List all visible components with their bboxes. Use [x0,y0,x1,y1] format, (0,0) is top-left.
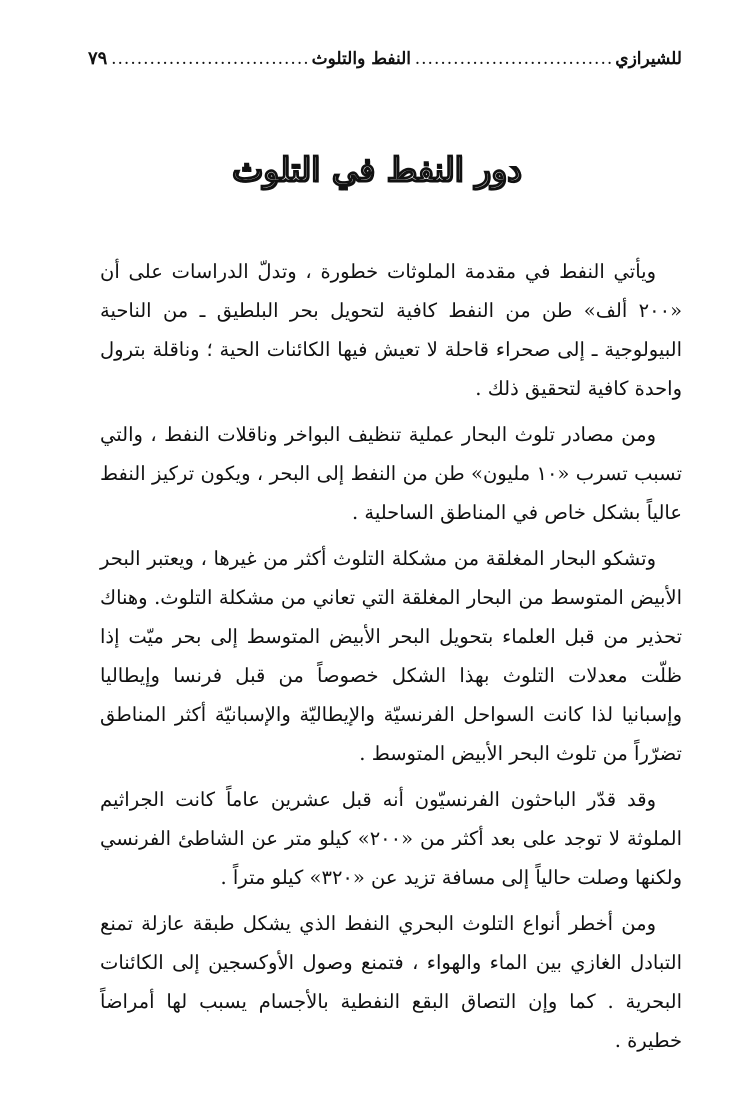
header-book-title: النفط والتلوث [311,49,411,69]
header-leader-dots [413,49,613,69]
paragraph: ويأتي النفط في مقدمة الملوثات خطورة ، وتدلّ الدراسات على أن «٢٠٠ ألف» طن من النفط كافية لتحويل بحر البلطيق ـ من الناحية البيولوجية ـ إلى صحراء قاحلة لا تعيش فيها الكائنات الحية ؛ وناقلة بترول واحدة كافية لتحقيق ذلك . [100,260,682,400]
chapter-title: دور النفط في التلوث [232,150,522,189]
running-header [88,48,682,78]
header-leader-dots [109,49,309,69]
paragraph: وتشكو البحار المغلقة من مشكلة التلوث أكثر من غيرها ، ويعتبر البحر الأبيض المتوسط من البحار المغلقة التي تعاني من مشكلة التلوث. وهناك تحذير من قبل العلماء بتحويل البحر الأبيض المتوسط إلى بحر ميّت إذا ظلّت معدلات التلوث بهذا الشكل خصوصاً من قبل فرنسا وإيطاليا وإسبانيا لذا كانت السواحل الفرنسيّة والإيطاليّة والإسبانيّة أكثر المناطق تضرّراً من تلوث البحر الأبيض المتوسط . [100,547,682,765]
page-number: ٧٩ [88,48,108,69]
header-author: للشيرازي [615,49,682,69]
paragraph: ومن أخطر أنواع التلوث البحري النفط الذي يشكل طبقة عازلة تمنع التبادل الغازي بين الماء والهواء ، فتمنع وصول الأوكسجين إلى الكائنات البحرية . كما وإن التصاق البقع النفطية بالأجسام يسبب لها أمراضاً خطيرة . [100,912,682,1052]
paragraph: وقد قدّر الباحثون الفرنسيّون أنه قبل عشرين عاماً كانت الجراثيم الملوثة لا توجد على بعد أكثر من «٢٠٠» كيلو متر عن الشاطئ الفرنسي ولكنها وصلت حالياً إلى مسافة تزيد عن «٣٢٠» كيلو متراً . [100,788,682,889]
body-text [100,252,682,1067]
paragraph: ومن مصادر تلوث البحار عملية تنظيف البواخر وناقلات النفط ، والتي تسبب تسرب «١٠ مليون» طن من النفط إلى البحر ، ويكون تركيز النفط عالياً بشكل خاص في المناطق الساحلية . [100,423,682,524]
